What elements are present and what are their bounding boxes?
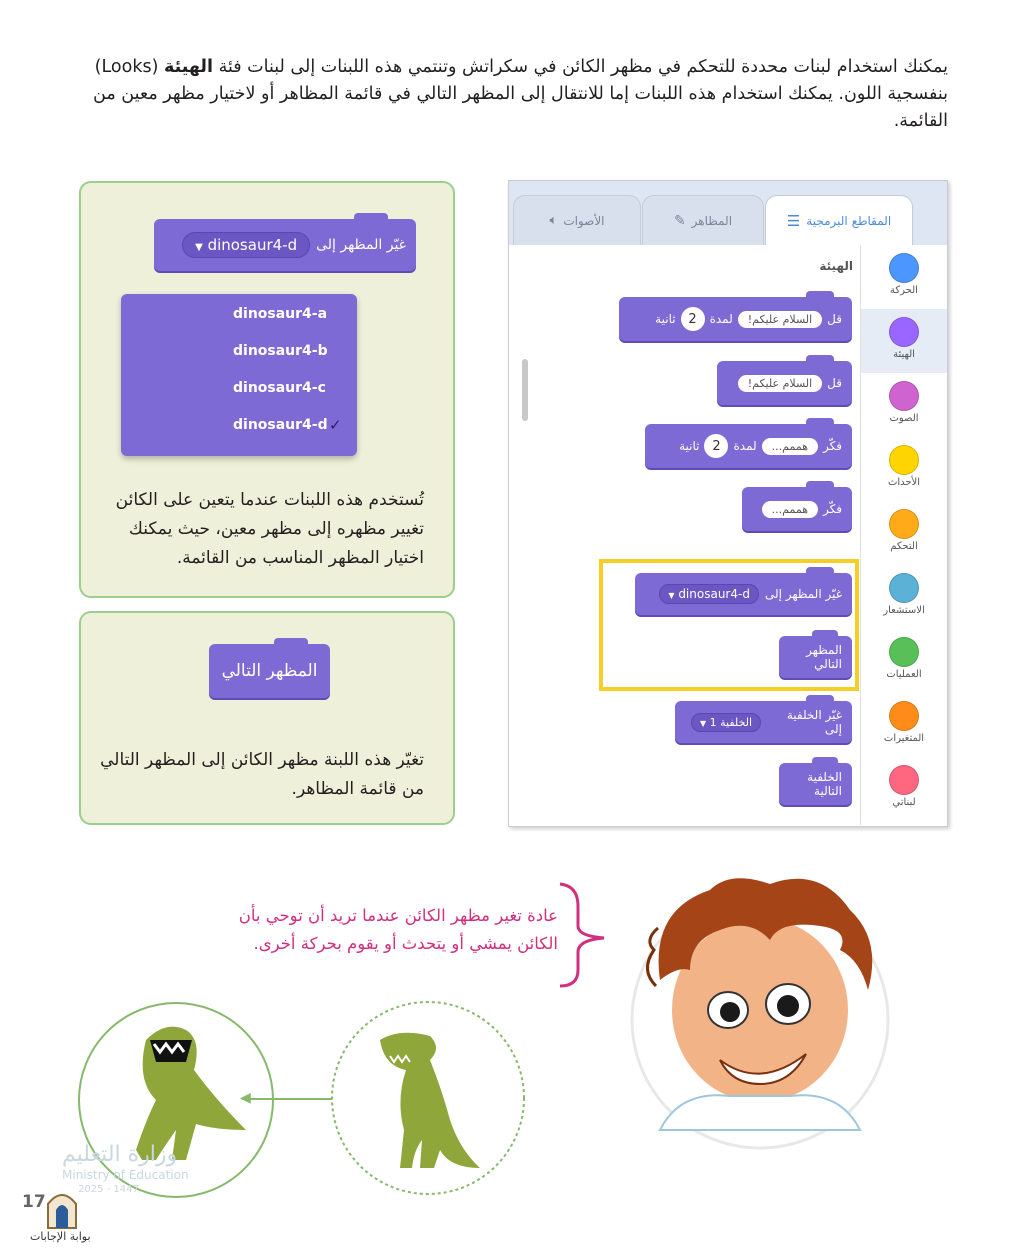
ministry-watermark-year: 2025 - 1447 xyxy=(78,1184,139,1195)
for-label: لمدة xyxy=(733,439,757,453)
intro-text-1: يمكنك استخدام لبنات محددة للتحكم في مظهر الكائن في سكراتش وتنتمي هذه اللبنات إلى لبنات فئة xyxy=(213,57,948,77)
next-costume-block-large[interactable] xyxy=(209,644,330,698)
category-events-label: الأحداث xyxy=(887,477,921,488)
category-my-blocks[interactable] xyxy=(861,757,947,821)
motion-dot-icon xyxy=(889,253,919,283)
category-variables[interactable] xyxy=(861,693,947,757)
sound-dot-icon xyxy=(889,381,919,411)
category-sidebar xyxy=(860,245,947,825)
curly-brace-icon xyxy=(556,880,612,990)
switch-costume-label: غيّر المظهر إلى xyxy=(764,587,842,601)
speaker-icon: 🔈︎ xyxy=(549,213,558,228)
costume-dropdown-list xyxy=(121,294,357,456)
my-blocks-dot-icon xyxy=(889,765,919,795)
tab-code[interactable] xyxy=(765,195,913,245)
editor-tab-bar xyxy=(509,181,947,245)
category-control[interactable] xyxy=(861,501,947,565)
dropdown-option-b[interactable]: dinosaur4-b xyxy=(233,343,328,359)
think-message-input[interactable]: هممم... xyxy=(762,501,818,518)
backdrop-dropdown-value: الخلفية 1 xyxy=(709,715,753,729)
category-variables-label: المتغيرات xyxy=(883,733,925,744)
caret-down-icon: ▼ xyxy=(700,718,707,728)
next-backdrop-block[interactable] xyxy=(779,763,852,805)
tab-sounds-label: الأصوات xyxy=(563,213,605,228)
tab-costumes[interactable] xyxy=(642,195,764,245)
intro-text-2: (Looks) بنفسجية اللون. يمكنك استخدام هذه اللبنات إما للانتقال إلى المظهر التالي في قائمة المظاهر أو لاختيار مظهر معين من القائمة. xyxy=(93,57,948,131)
costume-dropdown-value: dinosaur4-d xyxy=(678,587,750,601)
intro-paragraph xyxy=(78,54,948,135)
think-label: فكّر xyxy=(823,439,842,453)
seconds-input[interactable]: 2 xyxy=(704,434,728,458)
category-sensing-label: الاستشعار xyxy=(883,605,925,616)
switch-backdrop-block[interactable] xyxy=(675,701,852,743)
events-dot-icon xyxy=(889,445,919,475)
answers-gate-logo-text: بوابة الإجابات xyxy=(30,1230,91,1243)
tip-text: عادة تغير مظهر الكائن عندما تريد أن توحي بأن الكائن يمشي أو يتحدث أو يقوم بحركة أخرى. xyxy=(238,906,558,953)
category-looks-label: الهيئة xyxy=(893,349,915,360)
think-label: فكّر xyxy=(823,502,842,516)
next-costume-label: المظهر التالي xyxy=(221,661,318,681)
think-for-block[interactable] xyxy=(645,424,852,468)
say-block[interactable] xyxy=(717,361,852,405)
dinosaur-standing-illustration xyxy=(330,1000,530,1200)
next-backdrop-label: الخلفية التالية xyxy=(807,770,842,798)
dropdown-option-a[interactable]: dinosaur4-a xyxy=(233,306,328,322)
switch-costume-block-large[interactable] xyxy=(154,219,416,271)
switch-costume-description: تُستخدم هذه اللبنات عندما يتعين على الكائن تغيير مظهره إلى مظهر معين، حيث يمكنك اختيار المظهر المناسب من القائمة. xyxy=(115,490,424,568)
say-message-input[interactable]: السلام عليكم! xyxy=(738,375,822,392)
say-for-block[interactable] xyxy=(619,297,852,341)
boy-character-illustration xyxy=(620,870,900,1150)
palette-heading-looks: الهيئة xyxy=(819,259,853,273)
costume-dropdown[interactable] xyxy=(182,232,310,258)
page-number: 17 xyxy=(22,1192,46,1212)
category-my-blocks-label: لبناتي xyxy=(892,797,916,808)
answers-gate-logo-icon xyxy=(44,1186,80,1230)
for-label: لمدة xyxy=(709,312,733,326)
looks-dot-icon xyxy=(889,317,919,347)
category-operators[interactable] xyxy=(861,629,947,693)
category-control-label: التحكم xyxy=(890,541,918,552)
switch-backdrop-label: غيّر الخلفية إلى xyxy=(786,708,842,736)
checkmark-icon: ✓ xyxy=(329,416,342,434)
seconds-label: ثانية xyxy=(655,312,676,326)
operators-dot-icon xyxy=(889,637,919,667)
tab-code-label: المقاطع البرمجية xyxy=(806,213,892,228)
think-message-input[interactable]: هممم... xyxy=(762,438,818,455)
ministry-watermark-en: Ministry of Education xyxy=(62,1168,189,1182)
category-sensing[interactable] xyxy=(861,565,947,629)
highlight-box xyxy=(599,559,859,691)
category-events[interactable] xyxy=(861,437,947,501)
control-dot-icon xyxy=(889,509,919,539)
seconds-input[interactable]: 2 xyxy=(681,307,705,331)
palette-scrollbar[interactable] xyxy=(522,359,528,421)
seconds-label: ثانية xyxy=(679,439,700,453)
dropdown-option-c[interactable]: dinosaur4-c xyxy=(233,380,326,396)
switch-costume-label: غيّر المظهر إلى xyxy=(316,237,406,253)
arrow-left-icon: ◀ xyxy=(240,1090,251,1106)
caret-down-icon: ▼ xyxy=(668,591,675,600)
category-operators-label: العمليات xyxy=(886,669,922,680)
category-motion[interactable] xyxy=(861,245,947,309)
think-block[interactable] xyxy=(742,487,852,531)
caret-down-icon: ▼ xyxy=(195,242,203,253)
code-blocks-icon: ☰ xyxy=(786,211,801,230)
backdrop-dropdown[interactable] xyxy=(691,713,761,732)
costume-dropdown-value: dinosaur4-d xyxy=(207,236,298,254)
say-label: قل xyxy=(827,312,842,326)
scratch-editor xyxy=(508,180,948,827)
paintbrush-icon: ✎ xyxy=(673,212,686,229)
category-motion-label: الحركة xyxy=(890,285,918,296)
next-costume-description: تغيّر هذه اللبنة مظهر الكائن إلى المظهر التالي من قائمة المظاهر. xyxy=(100,750,424,799)
arrow-line xyxy=(242,1098,334,1100)
tab-sounds[interactable] xyxy=(513,195,641,245)
say-message-input[interactable]: السلام عليكم! xyxy=(738,311,822,328)
category-sound[interactable] xyxy=(861,373,947,437)
dropdown-option-d[interactable]: dinosaur4-d xyxy=(233,417,328,433)
sensing-dot-icon xyxy=(889,573,919,603)
category-sound-label: الصوت xyxy=(889,413,919,424)
say-label: قل xyxy=(827,376,842,390)
next-costume-label: المظهر التالي xyxy=(806,643,842,671)
intro-bold-looks: الهيئة xyxy=(163,57,213,77)
variables-dot-icon xyxy=(889,701,919,731)
ministry-watermark-ar: وزارة التعليم xyxy=(62,1142,178,1167)
tab-costumes-label: المظاهر xyxy=(691,213,733,228)
category-looks[interactable] xyxy=(861,309,947,373)
